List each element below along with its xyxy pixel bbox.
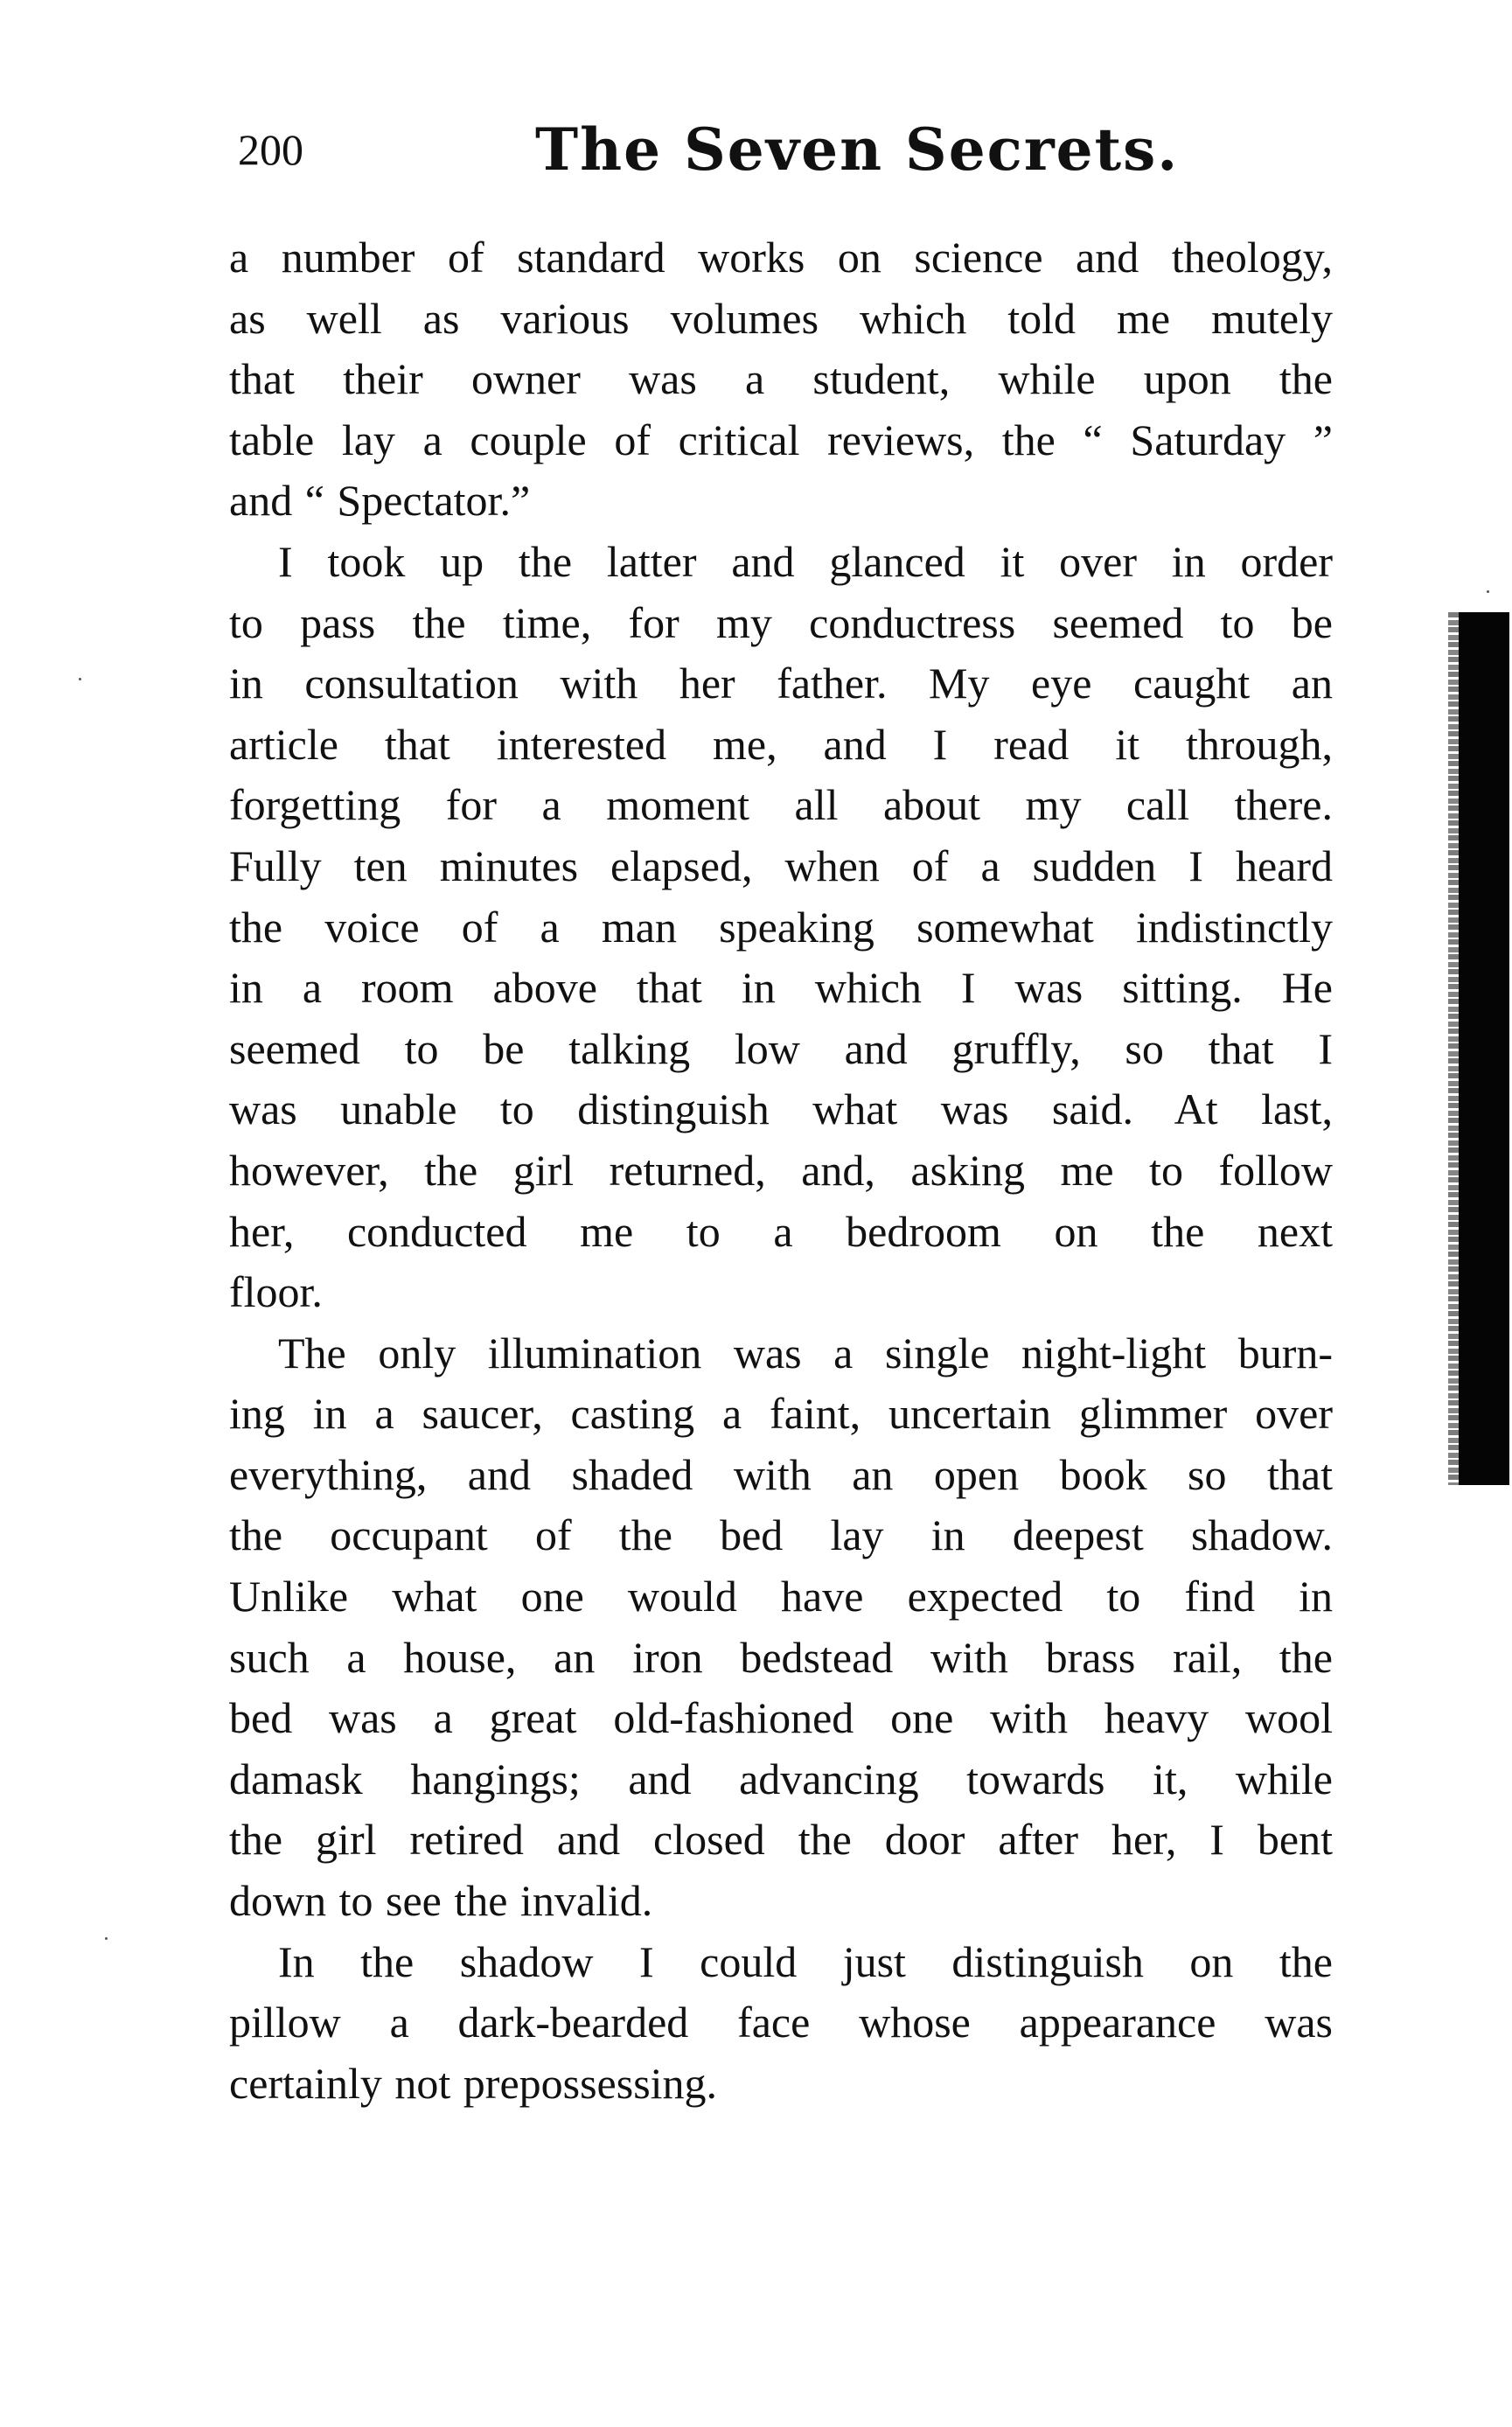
text-line: floor. — [229, 1267, 323, 1317]
scan-speck — [105, 1937, 108, 1940]
text-line: In the shadow I could just distinguish on the — [278, 1936, 1333, 1986]
text-line: table lay a couple of critical reviews, the “ Saturday ” — [229, 415, 1333, 464]
body-text — [229, 227, 1333, 2114]
text-line: damask hangings; and advancing towards it, while — [229, 1754, 1333, 1803]
text-line: the occupant of the bed lay in deepest shadow. — [229, 1510, 1333, 1560]
text-line: ing in a saucer, casting a faint, uncertain glimmer over — [229, 1389, 1333, 1439]
paragraph — [229, 532, 1333, 1323]
text-line: forgetting for a moment all about my call there. — [229, 780, 1333, 830]
text-line: the voice of a man speaking somewhat indistinctly — [229, 902, 1333, 952]
text-line: such a house, an iron bedstead with brass rail, the — [229, 1632, 1333, 1682]
text-line: that their owner was a student, while upon the — [229, 354, 1333, 404]
page-number: 200 — [238, 125, 303, 174]
text-line: her, conducted me to a bedroom on the next — [229, 1206, 1333, 1256]
text-line: a number of standard works on science and theology, — [229, 233, 1333, 282]
text-line: to pass the time, for my conductress seemed to be — [229, 597, 1333, 647]
text-line: and “ Spectator.” — [229, 476, 531, 526]
text-line: as well as various volumes which told me mutely — [229, 293, 1333, 343]
text-line: article that interested me, and I read it through, — [229, 719, 1333, 769]
text-line: I took up the latter and glanced it over in order — [278, 536, 1333, 586]
text-line: certainly not prepossessing. — [229, 2058, 718, 2108]
text-line: in a room above that in which I was sitting. He — [229, 963, 1333, 1013]
paragraph — [229, 227, 1333, 532]
paragraph — [229, 1932, 1333, 2115]
text-line: The only illumination was a single night-light burn- — [278, 1328, 1333, 1377]
text-line: the girl retired and closed the door after her, I bent — [229, 1815, 1333, 1865]
text-line: in consultation with her father. My eye caught an — [229, 659, 1333, 708]
text-line: seemed to be talking low and gruffly, so that I — [229, 1023, 1333, 1073]
scan-speck — [79, 678, 81, 680]
scan-edge-bar — [1459, 612, 1509, 1485]
text-line: Fully ten minutes elapsed, when of a sudden I heard — [229, 840, 1333, 890]
running-title: The Seven Secrets. — [535, 115, 1180, 184]
text-line: was unable to distinguish what was said. At last, — [229, 1084, 1333, 1134]
text-line: Unlike what one would have expected to find in — [229, 1572, 1333, 1621]
text-line: down to see the invalid. — [229, 1876, 653, 1926]
text-line: pillow a dark-bearded face whose appearance was — [229, 1998, 1333, 2047]
text-line: everything, and shaded with an open book so that — [229, 1449, 1333, 1499]
paragraph — [229, 1323, 1333, 1932]
page-header — [238, 115, 1340, 199]
text-line: however, the girl returned, and, asking me to follow — [229, 1145, 1333, 1195]
text-line: bed was a great old-fashioned one with heavy wool — [229, 1693, 1333, 1743]
scan-speck — [1487, 590, 1489, 593]
